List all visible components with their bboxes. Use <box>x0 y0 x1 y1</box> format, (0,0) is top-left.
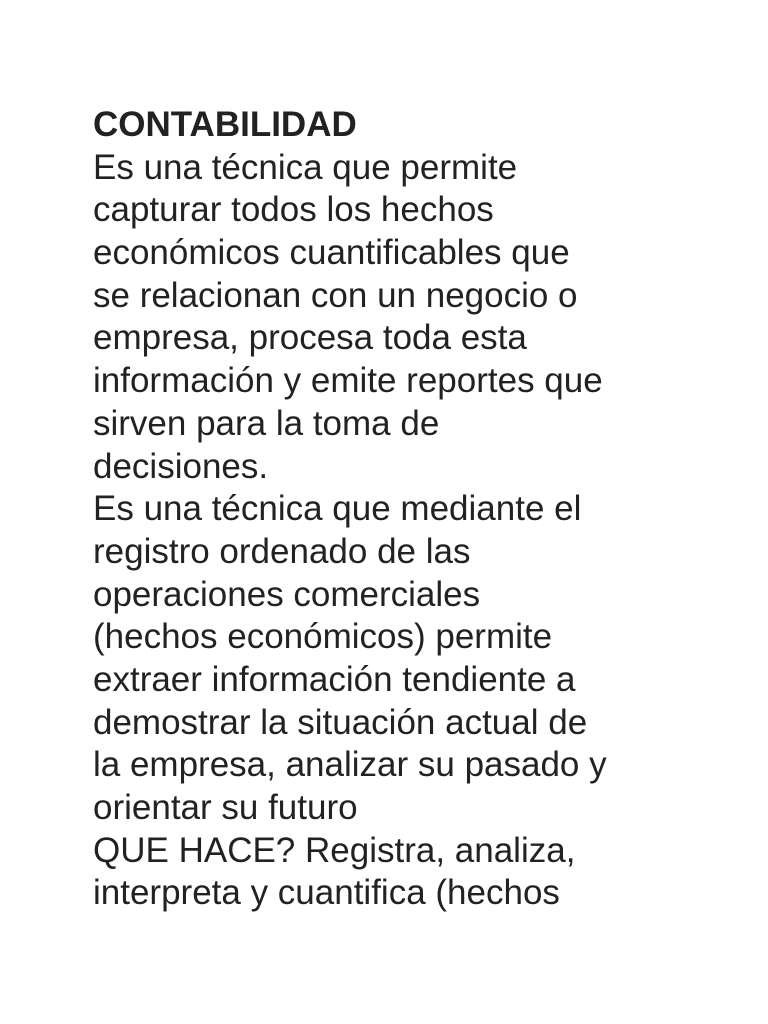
body-line: empresa, procesa toda esta <box>93 318 527 358</box>
body-line: capturar todos los hechos <box>93 190 494 230</box>
body-line: decisiones. <box>93 446 269 486</box>
body-line: (hechos económicos) permite <box>93 617 553 657</box>
body-line: QUE HACE? Registra, analiza, <box>93 830 576 870</box>
body-line: información y emite reportes que <box>93 361 603 401</box>
body-line: interpreta y cuantifica (hechos <box>93 873 560 913</box>
body-line: orientar su futuro <box>93 788 358 827</box>
body-line: demostrar la situación actual de <box>93 702 588 742</box>
document-title: CONTABILIDAD <box>93 105 357 144</box>
body-line: se relacionan con un negocio o <box>93 275 578 315</box>
body-line: extraer información tendiente a <box>93 659 576 699</box>
body-line: económicos cuantificables que <box>93 233 570 273</box>
body-line: Es una técnica que mediante el <box>93 489 582 529</box>
body-line: operaciones comerciales <box>93 574 481 614</box>
body-line: registro ordenado de las <box>93 531 471 571</box>
body-line: Es una técnica que permite <box>93 147 518 187</box>
body-line: la empresa, analizar su pasado y <box>93 745 607 785</box>
document-body <box>93 104 713 915</box>
body-line: sirven para la toma de <box>93 403 440 443</box>
